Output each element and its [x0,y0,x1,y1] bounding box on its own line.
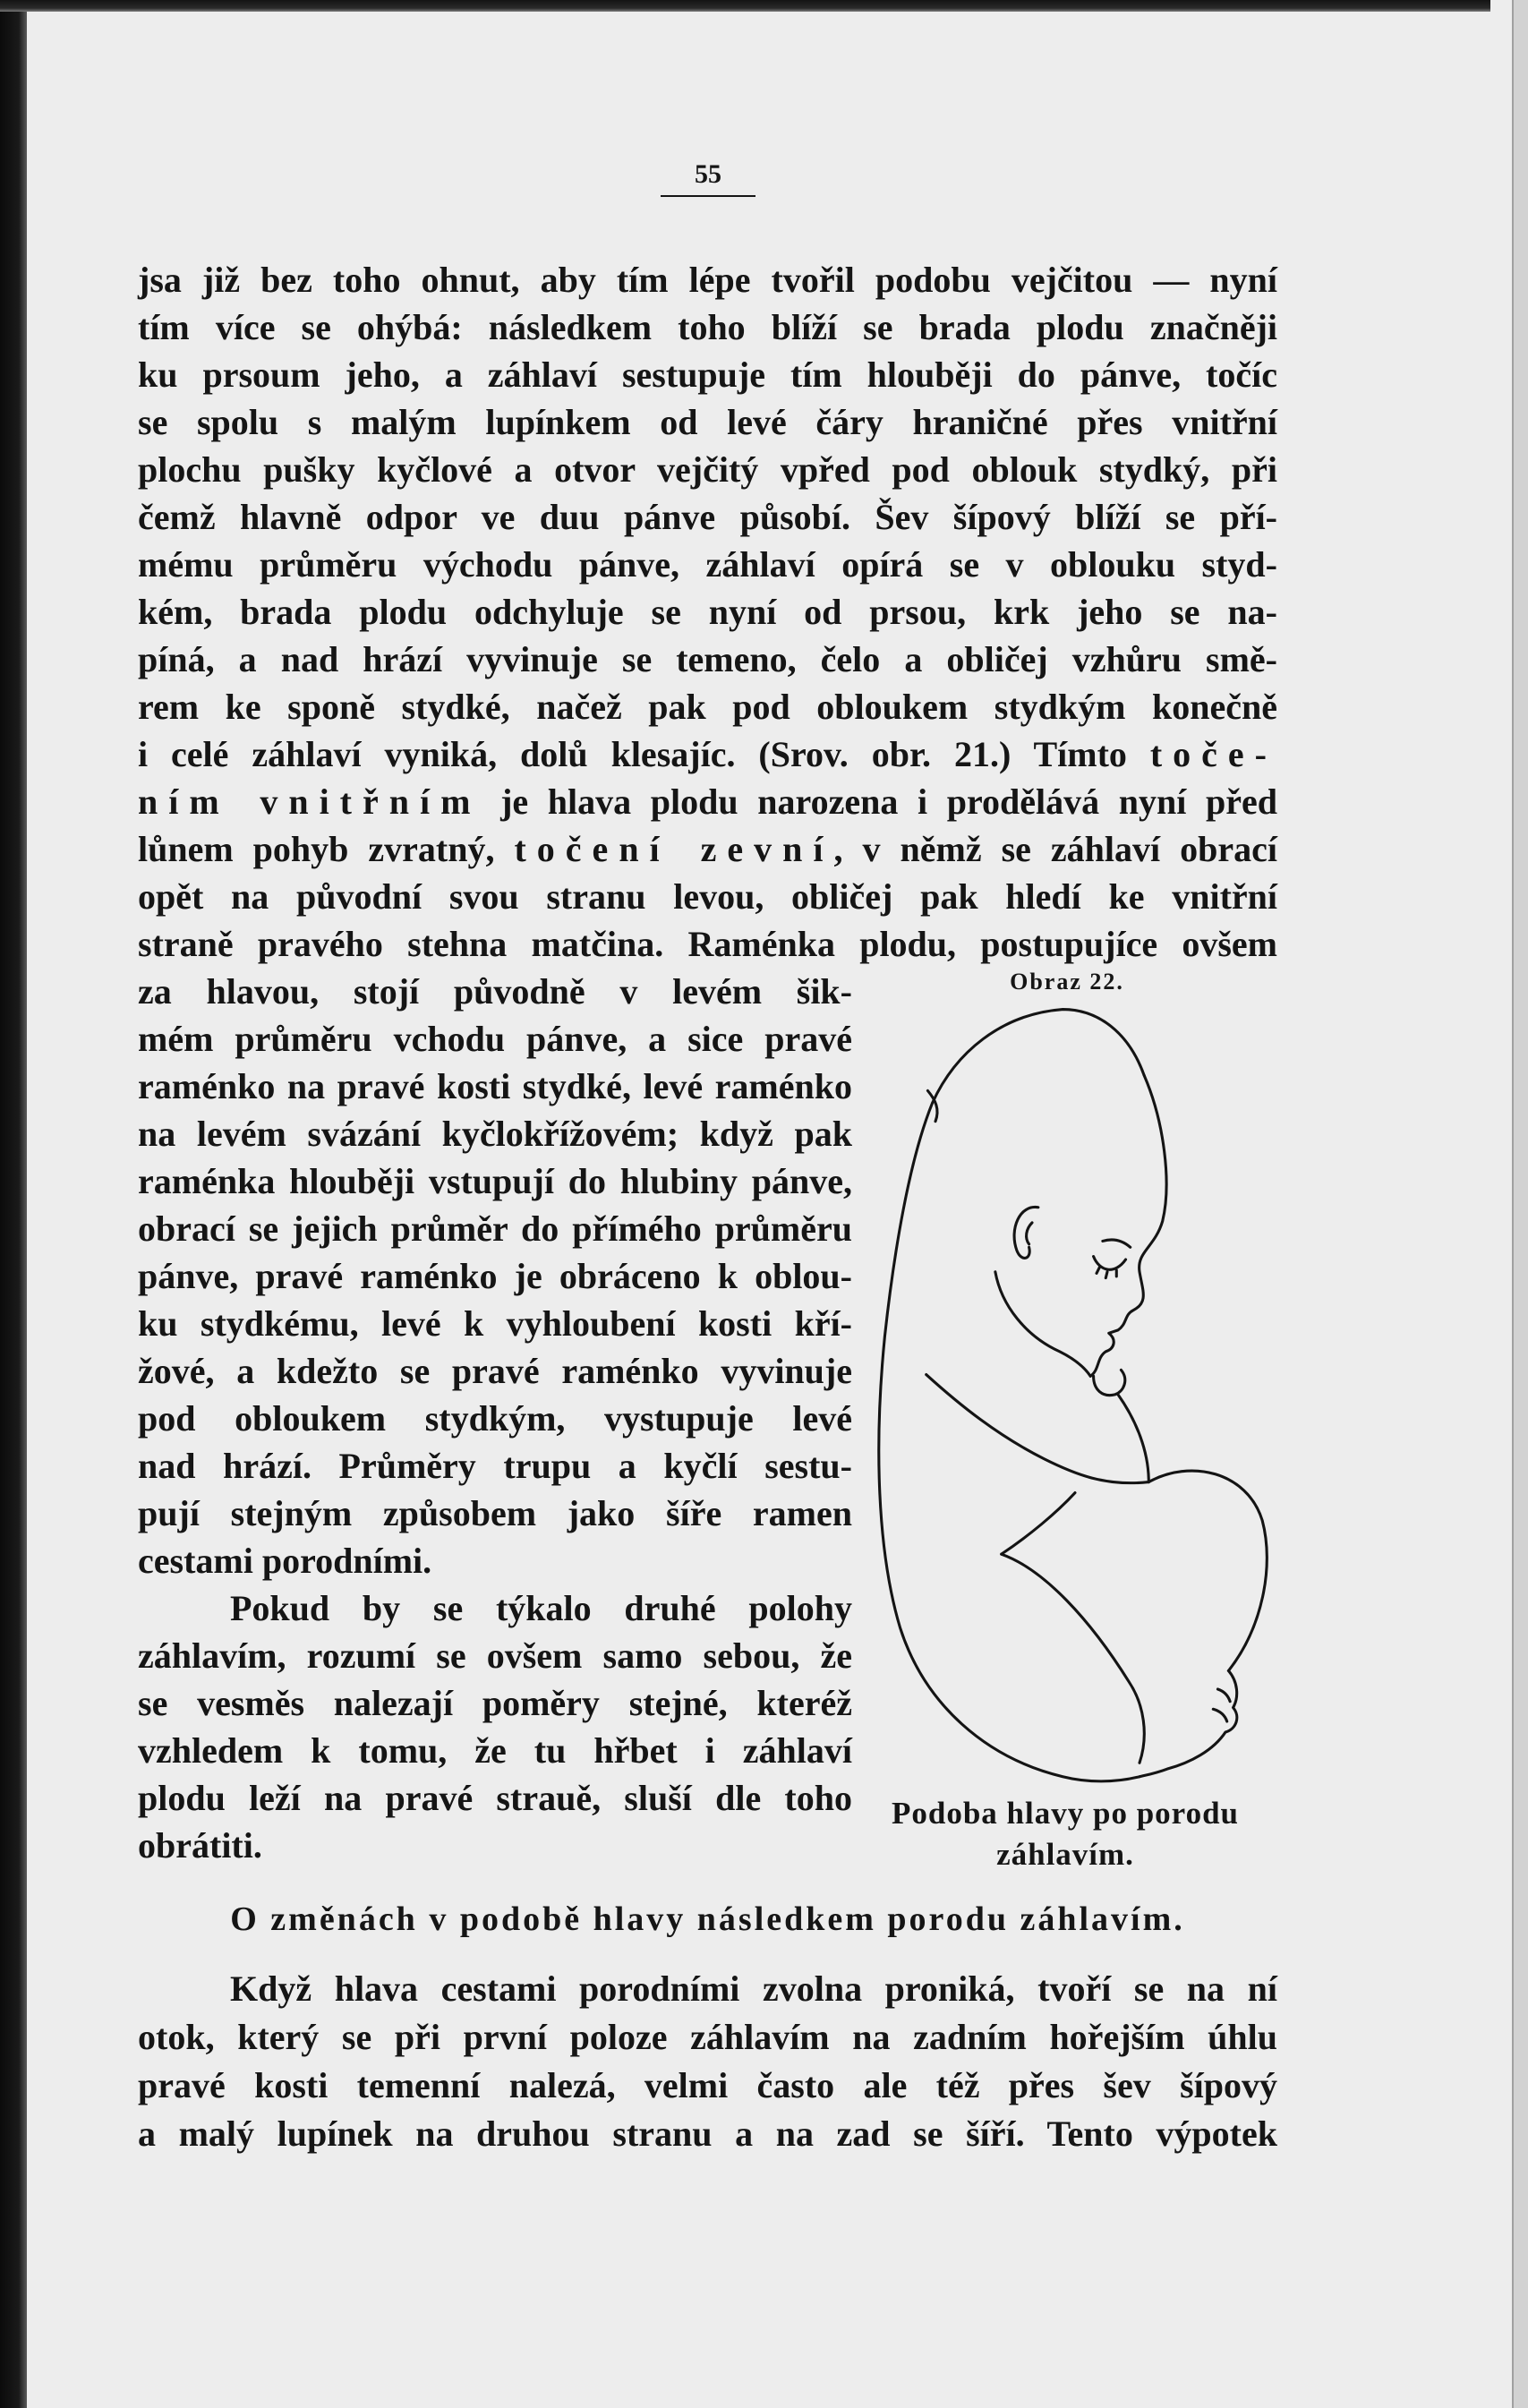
text-line: plochu pušky kyčlové a otvor vejčitý vpřed pod oblouk stydký, při [138,449,1277,490]
text-line: nad hrází. Průměry trupu a kyčlí sestu- [138,1446,852,1486]
paragraph-last-line: obrátiti. [138,1825,262,1866]
paragraph-last-line: cestami porodními. [138,1541,432,1581]
paragraph-first-line: Pokud by se týkalo druhé polohy [230,1588,852,1628]
hand [1094,1370,1125,1395]
text-line: záhlavím, rozumí se ovšem samo sebou, že [138,1635,852,1676]
text-line: se vesměs nalezají poměry stejné, kteréž [138,1683,852,1723]
text-line: pánve, pravé raménko je obráceno k oblou- [138,1256,852,1296]
text-line: opět na původní svou stranu levou, obličej pak hledí ke vnitřní [138,876,1277,917]
forearm [1118,1395,1148,1482]
spaced-emphasis: ním vnitřním [138,781,482,822]
text-segment: je hlava plodu narozena i prodělává nyní před [481,781,1277,822]
text-segment: i celé záhlaví vyniká, dolů klesajíc. (Srov. obr. 21.) Tímto [138,734,1150,774]
text-line: raménko na pravé kosti stydké, levé raménko [138,1066,852,1106]
thigh-line [1002,1493,1075,1555]
shoulder-line [926,1375,1149,1483]
text-line: vzhledem k tomu, že tu hřbet i záhlaví [138,1730,852,1771]
text-segment: , v němž se záhlaví obrací [833,829,1278,869]
body-text-beside-figure [138,968,852,1869]
text-line: pují stejným způsobem jako šíře ramen [138,1493,852,1533]
jaw-line [995,1272,1090,1377]
knee [1148,1471,1267,1670]
text-line: mém průměru vchodu pánve, a sice pravé [138,1019,852,1059]
scan-edge-top [0,0,1490,12]
text-line: a malý lupínek na druhou stranu a na zad se šíří. Tento výpotek [138,2113,1277,2154]
ear-icon [1014,1207,1038,1258]
section-heading: O změnách v podobě hlavy následkem porodu záhlavím. [230,1900,1185,1938]
paragraph-first-line: Když hlava cestami porodními zvolna proniká, tvoří se na ní [230,1968,1277,2009]
text-line: žové, a kdežto se pravé raménko vyvinuje [138,1351,852,1391]
text-segment: lůnem pohyb zvratný, [138,829,515,869]
face-profile [1090,1075,1166,1376]
spaced-emphasis: toče- [1149,734,1277,774]
text-line: rem ke sponě stydké, načež pak pod obloukem stydkým konečně [138,687,1277,727]
spaced-emphasis: točení zevní [514,829,834,869]
text-line: otok, který se při první poloze záhlavím na zadním hořejším úhlu [138,2017,1277,2057]
text-line: na levém svázání kyčlokřížovém; když pak [138,1114,852,1154]
scan-edge-right [1512,0,1528,2408]
text-line [138,825,1277,873]
text-line: ku stydkému, levé k vyhloubení kosti kří- [138,1303,852,1344]
text-line: straně pravého stehna matčina. Raménka plodu, postupujíce ovšem [138,924,1277,964]
figure-caption [873,1793,1258,1875]
body-text-full-width [138,256,1277,968]
scan-edge-left [0,0,27,2408]
section-text [138,1965,1277,2158]
figure-label: Obraz 22. [1010,969,1124,995]
page-number: 55 [661,159,755,197]
hand-and-arm [926,1370,1149,1482]
text-line [138,778,1277,825]
text-line: se spolu s malým lupínkem od levé čáry hraničné přes vnitřní [138,402,1277,442]
text-line: pod obloukem stydkým, vystupuje levé [138,1398,852,1439]
text-line: kém, brada plodu odchyluje se nyní od prsou, krk jeho se na- [138,592,1277,632]
text-line: pravé kosti temenní nalezá, velmi často ale též přes šev šípový [138,2065,1277,2105]
text-line: píná, a nad hrází vyvinuje se temeno, čelo a obličej vzhůru smě- [138,639,1277,679]
fetus-illustration [860,991,1290,1797]
head-and-back-outline [879,1010,1166,1781]
foot-icon [1140,1670,1237,1776]
text-line: plodu leží na pravé strauě, sluší dle toho [138,1778,852,1818]
shin-line [1002,1554,1145,1763]
figure-caption-line: záhlavím. [996,1837,1134,1872]
text-line [138,730,1277,778]
figure-caption-line: Podoba hlavy po porodu [891,1796,1239,1831]
text-line: jsa již bez toho ohnut, aby tím lépe tvořil podobu vejčitou — nyní [138,260,1277,300]
text-line: obrací se jejich průměr do přímého průměru [138,1208,852,1249]
text-line: čemž hlavně odpor ve duu pánve působí. Šev šípový blíží se pří- [138,497,1277,537]
closed-eye-icon [1094,1240,1131,1278]
text-line: raménka hlouběji vstupují do hlubiny pánve, [138,1161,852,1201]
text-line: ku prsoum jeho, a záhlaví sestupuje tím hlouběji do pánve, točíc [138,354,1277,395]
text-line: mému průměru východu pánve, záhlaví opírá se v oblouku styd- [138,544,1277,585]
text-line: tím více se ohýbá: následkem toho blíží se brada plodu značněji [138,307,1277,347]
text-line: za hlavou, stojí původně v levém šik- [138,971,852,1012]
